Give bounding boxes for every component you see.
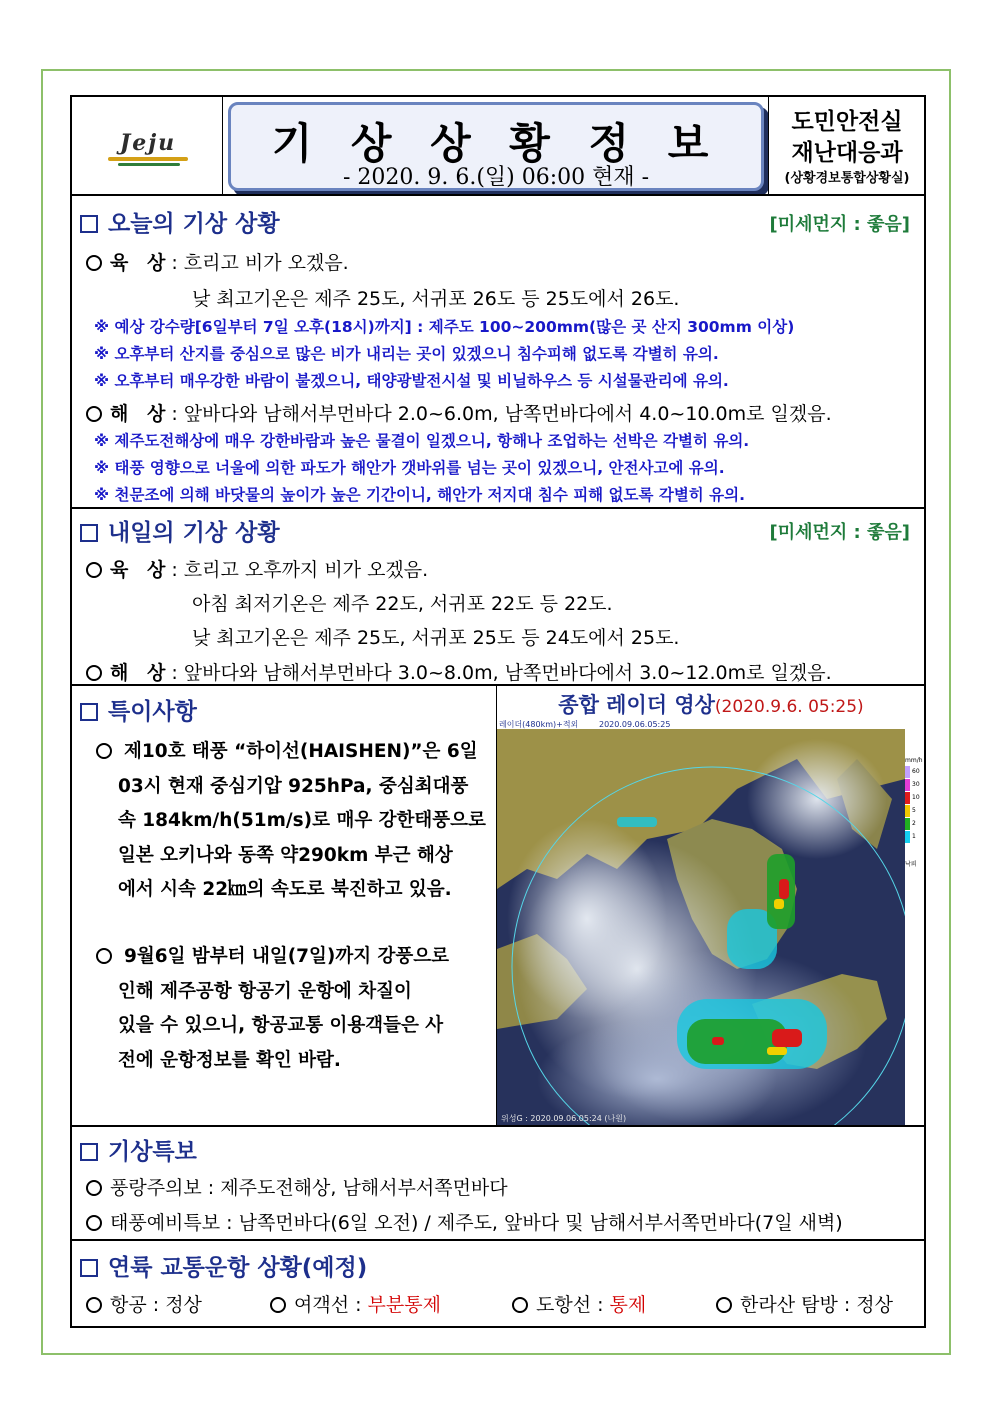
logo-swoosh-yellow [108,157,188,161]
bullet-circle-icon [96,948,112,964]
traffic-ferry: 여객선 : 부분통제 [270,1290,441,1317]
warning-item: 풍랑주의보 : 제주도전해상, 남해서부서쪽먼바다 [86,1173,508,1200]
legend-swatch [905,818,910,830]
today-sea: 해 상: 앞바다와 남해서부먼바다 2.0~6.0m, 남쪽먼바다에서 4.0~10.0m로 일겠음. [86,399,832,426]
tomorrow-sea: 해 상: 앞바다와 남해서부먼바다 3.0~8.0m, 남쪽먼바다에서 3.0~12.0m로 일겠음. [86,658,832,685]
jeju-logo [94,130,202,166]
warning-item: 태풍예비특보 : 남쪽먼바다(6일 오전) / 제주도, 앞바다 및 남해서부서쪽먼바다(7일 새벽) [86,1208,843,1235]
air-status: 정상 [165,1294,202,1316]
radar-map-svg [497,719,905,1125]
today-dust-status: [미세먼지 : 좋음] [769,214,910,235]
traffic-air: 항공 : 정상 [86,1290,202,1317]
tomorrow-min-temp: 아침 최저기온은 제주 22도, 서귀포 22도 등 22도. [192,593,613,615]
checkbox-square-icon [80,1143,98,1161]
today-note: ※ 오후부터 산지를 중심으로 많은 비가 내리는 곳이 있겠으니 침수피해 없도록 각별히 유의. [94,345,719,363]
today-note: ※ 오후부터 매우강한 바람이 불겠으니, 태양광발전시설 및 비닐하우스 등 시설물관리에 유의. [94,372,729,390]
bulletin [70,95,926,1328]
hallasan-status: 정상 [856,1294,894,1316]
legend-swatch [905,792,910,804]
divider [72,1239,924,1241]
radar-image [497,719,905,1125]
legend-entry [905,804,924,817]
warnings-heading: 기상특보 [80,1133,197,1166]
legend-swatch [905,779,910,791]
tomorrow-dust-status: [미세먼지 : 좋음] [769,522,910,543]
svg-text:2020.09.06.05:25: 2020.09.06.05:25 [599,720,671,729]
today-land-temp: 낮 최고기온은 제주 25도, 서귀포 26도 등 25도에서 26도. [192,288,680,310]
svg-text:위성G : 2020.09.06.05:24 (나원): 위성G : 2020.09.06.05:24 (나원) [501,1114,627,1123]
dept-name-1: 도민안전실 [791,109,903,135]
tomorrow-land: 육 상: 흐리고 오후까지 비가 오겠음. [86,555,428,582]
radar-time: (2020.9.6. 05:25) [714,697,864,717]
logo-swoosh-green [118,163,180,166]
checkbox-square-icon [80,215,98,233]
checkbox-square-icon [80,524,98,542]
bullet-circle-icon [512,1297,528,1313]
bullet-circle-icon [86,1297,102,1313]
today-note: ※ 예상 강수량[6일부터 7일 오후(18시)까지] : 제주도 100~200mm(많은 곳 산지 300mm 이상) [94,318,795,336]
divider [72,194,924,196]
dept-name-2: 재난대응과 [791,140,903,166]
island-ferry-status: 통제 [609,1294,647,1316]
divider [72,507,924,509]
legend-value: 10 [912,794,920,801]
legend-value: 2 [912,820,916,827]
department-cell [768,97,925,194]
legend-lightning: 낙뢰 [905,861,917,868]
today-land: 육 상: 흐리고 비가 오겠음. [86,248,349,275]
legend-entry [905,817,924,830]
legend-swatch [905,805,910,817]
title-box [228,102,764,191]
logo-cell [72,97,223,194]
special-heading: 특이사항 [80,693,197,726]
special-item-airport: 9월6일 밤부터 내일(7일)까지 강풍으로 인해 제주공항 항공기 운항에 차질이 있을 수 있으니, 항공교통 이용객들은 사 전에 운항정보를 확인 바람. [96,940,449,1078]
legend-entry [905,778,924,791]
legend-swatch [905,831,910,843]
traffic-hallasan: 한라산 탐방 : 정상 [716,1290,893,1317]
checkbox-square-icon [80,1259,98,1277]
svg-text:레이더(480km)+적외: 레이더(480km)+적외 [499,720,579,729]
report-datetime: - 2020. 9. 6.(일) 06:00 현재 - [342,165,650,190]
logo-text: Jeju [119,130,177,156]
tomorrow-heading: 내일의 기상 상황 [80,514,280,547]
bullet-circle-icon [96,743,112,759]
legend-entry [905,765,924,778]
bullet-circle-icon [86,1180,102,1196]
legend-value: 60 [912,768,920,775]
legend-swatch [905,766,910,778]
divider [72,1125,924,1127]
radar-legend [905,757,924,907]
bullet-circle-icon [270,1297,286,1313]
today-sea-note: ※ 태풍 영향으로 너울에 의한 파도가 해안가 갯바위를 넘는 곳이 있겠으니, 안전사고에 유의. [94,459,725,477]
legend-unit: mm/h [905,757,923,764]
bullet-circle-icon [86,406,102,422]
bullet-circle-icon [86,665,102,681]
divider [72,684,924,686]
bullet-circle-icon [86,562,102,578]
dept-name-3: (상황경보통합상황실) [784,171,910,186]
today-heading: 오늘의 기상 상황 [80,205,280,238]
page-title: 기 상 상 황 정 보 [271,119,721,168]
tomorrow-max-temp: 낮 최고기온은 제주 25도, 서귀포 25도 등 24도에서 25도. [192,627,680,649]
checkbox-square-icon [80,703,98,721]
ferry-status: 부분통제 [367,1294,441,1316]
bullet-circle-icon [86,1215,102,1231]
today-sea-note: ※ 천문조에 의해 바닷물의 높이가 높은 기간이니, 해안가 저지대 침수 피해 없도록 각별히 유의. [94,486,745,504]
today-sea-note: ※ 제주도전해상에 매우 강한바람과 높은 물결이 일겠으니, 항해나 조업하는 선박은 각별히 유의. [94,432,750,450]
bullet-circle-icon [716,1297,732,1313]
legend-entry [905,830,924,843]
legend-value: 1 [912,833,916,840]
bullet-circle-icon [86,255,102,271]
special-item-typhoon: 제10호 태풍 “하이선(HAISHEN)”은 6일 03시 현재 중심기압 925hPa, 중심최대풍 속 184km/h(51m/s)로 매우 강한태풍으로 일본 오키나와 동쪽 약290km 부근 해상 에서 시속 22㎞의 속도로 북진하고 있음. [96,735,486,908]
traffic-island-ferry: 도항선 : 통제 [512,1290,646,1317]
radar-title: 종합 레이더 영상(2020.9.6. 05:25) [558,693,864,717]
legend-value: 5 [912,807,916,814]
traffic-heading: 연륙 교통운항 상황(예정) [80,1249,367,1282]
legend-entry [905,791,924,804]
legend-value: 30 [912,781,920,788]
